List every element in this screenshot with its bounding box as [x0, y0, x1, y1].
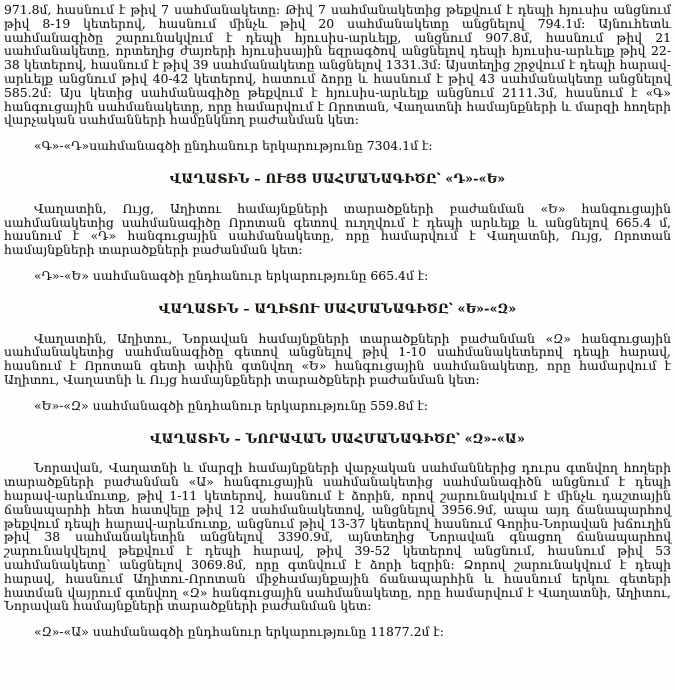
section-heading-vaghatin-uyts: ՎԱՂԱՏԻՆ – ՈՒՅՑ ՍԱՀՄԱՆԱԳԻԾԸ՝ «Դ»-«Ե»: [169, 170, 506, 186]
boundary-length-note-d-e: «Դ»-«Ե» սահմանագծի ընդհանուր երկարությունը 665.4մ է:: [34, 267, 429, 283]
section-heading-vaghatin-noravan: ՎԱՂԱՏԻՆ – ՆՈՐԱՎԱՆ ՍԱՀՄԱՆԱԳԻԾԸ՝ «Զ»-«Ա»: [149, 430, 526, 446]
boundary-length-note-e-z: «Ե»-«Զ» սահմանագծի ընդհանուր երկարությունը 559.8մ է:: [34, 397, 429, 413]
boundary-length-note-g-d: «Գ»-«Դ»սահմանագծի ընդհանուր երկարությունը 7304.1մ է:: [34, 138, 433, 154]
section-heading-vaghatin-aghitu: ՎԱՂԱՏԻՆ – ԱՂԻՏՈՒ ՍԱՀՄԱՆԱԳԻԾԸ՝ «Ե»-«Զ»: [158, 300, 517, 316]
boundary-description-paragraph-z-a: Նորավան, Վաղատնի և մարզի համայնքների վարչական սահմաններից դուրս գտնվող հողերի տարածքների բաժանման «Ա» հանգուցային սահմանակետից սահմանագիծն անցնում է դեպի հարավ-արևմուտք, թիվ 1-11 կետերով, հասնում է ձորին, որով շարունակվում է մինչև դաշտային ճանապարհի հետ հատվելը թիվ 12 սահմանակետով, անցնելով 3956.9մ, ապա այդ ճանապարհով թեքվում դեպի հարավ-արևմուտք, անցնում թիվ 13-37 կետերով հասնում Գորիս-Նորավան խճուղին թիվ 38 սահմանակետին անցնելով 3390.9մ, այնտեղից Նորավան գնացող ճանապարհով շարունակվելով թեքվում է դեպի հարավ, թիվ 39-52 կետերով անցնում, հասնում թիվ 53 սահմանակետը՝ անցնելով 3069.8մ, որը գտնվում է ձորի եզրին: Ձորով շարունակվում է դեպի հարավ, հասնում Աղիտու-Որոտան միջհամայնքային ճանապարհին և հասնում երկու գետերի հատման վայրում գտնվող «Զ» հանգուցային սահմանակետը, որը համարվում է Վաղատնի, Աղիտու, Նորավան համայնքների տարածքների բաժանման կետ:: [4, 460, 671, 614]
boundary-description-paragraph-g-d: 971.8մ, հասնում է թիվ 7 սահմանակետը: Թիվ 7 սահմանակետից թեքվում է դեպի հյուսիս անցնում թիվ 8-19 կետերով, հասնում մինչև թիվ 20 սահմանակետը անցնելով 794.1մ: Այնուհետև սահմանագիծը շարունակվում է դեպի հյուսիս-արևելք, անցնում 907.8մ, հասնում թիվ 21 սահմանակետը, որտեղից ժայռերի հյուսիսային եզրագծով անցնելով դեպի հյուսիս-արևելք թիվ 22-38 կետերով, հասնում է թիվ 39 սահմանակետը անցնելով 1331.3մ: Այստեղից շրջվում է դեպի հարավ-արևելք անցնում թիվ 40-42 կետերով, հատում ձորը և հասնում է թիվ 43 սահմանակետը անցնելով 585.2մ: Այս կետից սահմանագիծը թեքվում է հյուսիս-արևելք անցնում 2111.3մ, հասնում է «Գ» հանգուցային սահմանակետը, որը համարվում է Որոտան, Վաղատնի համայնքների և մարզի հողերի վարչական սահմանների համընկնող բաժանման կետ:: [4, 2, 671, 128]
boundary-description-paragraph-d-e: Վաղատին, Ույց, Աղիտու համայնքների տարածքների բաժանման «Ե» հանգուցային սահմանակետից սահմանագիծը Որոտան գետով ուղղվում է դեպի արևելք և անցնելով 665.4 մ, հասնում է «Դ» հանգուցային սահմանակետը, որը համարվում է Վաղատնի, Ույց, Որոտան համայնքների տարածքների բաժանման կետ:: [4, 200, 671, 258]
boundary-description-paragraph-e-z: Վաղատին, Աղիտու, Նորավան համայնքների տարածքների բաժանման «Զ» հանգուցային սահմանակետից սահմանագիծը գետով անցնելով թիվ 1-10 սահմանակետերով դեպի հարավ, հասնում է Որոտան գետի ափին գտնվող «Ե» հանգուցային սահմանակետը, որը համարվում է Աղիտու, Վաղատնի և Ույց համայնքների տարածքների բաժանման կետ:: [4, 330, 671, 387]
boundary-length-note-z-a: «Զ»-«Ա» սահմանագծի ընդհանուր երկարությունը 11877.2մ է:: [34, 624, 444, 640]
